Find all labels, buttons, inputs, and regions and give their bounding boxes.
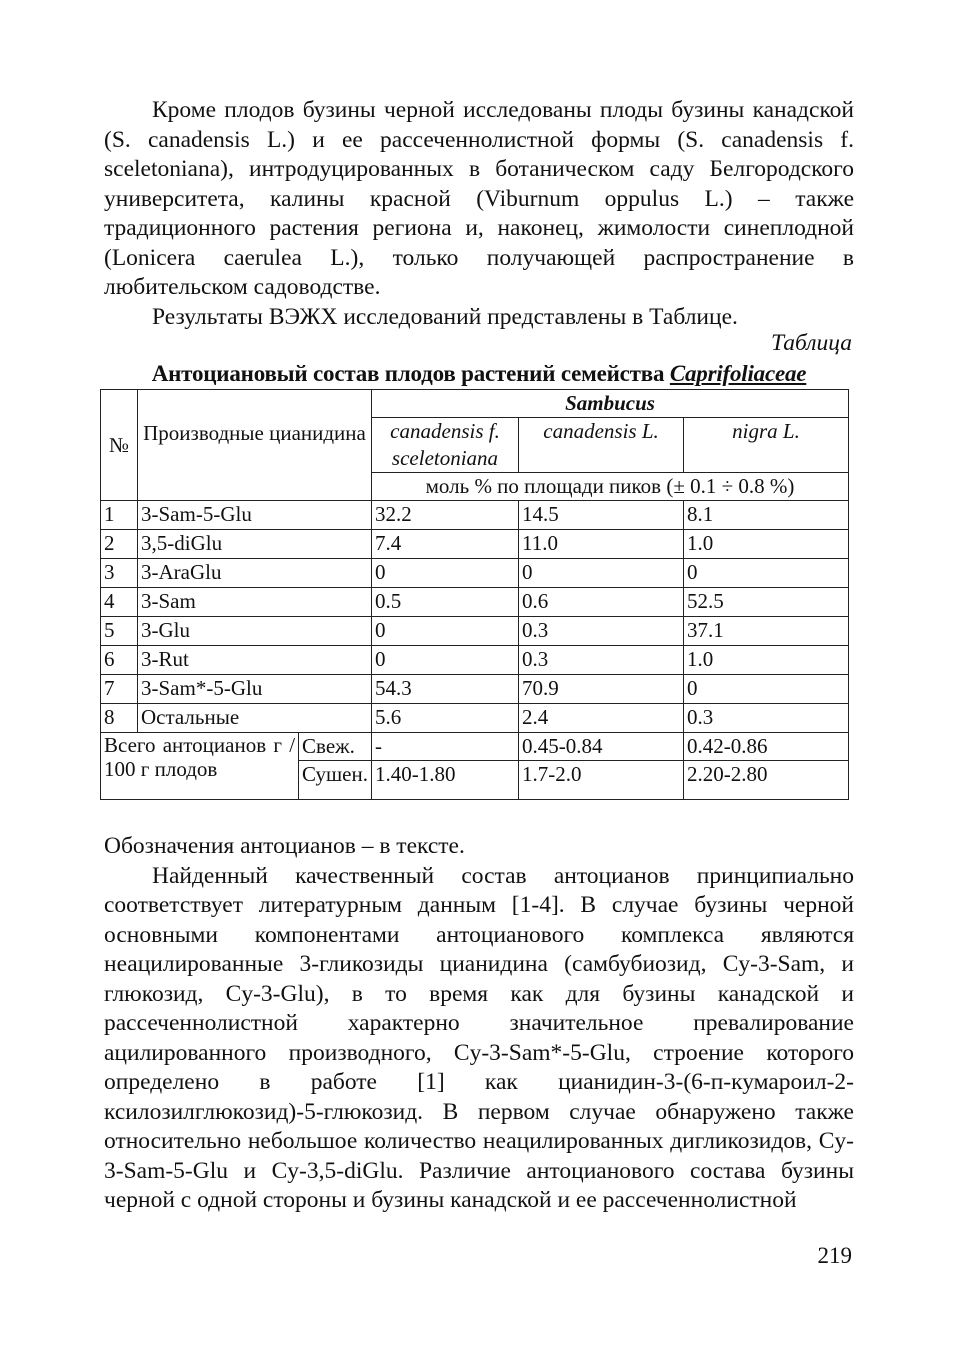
row-value-canadensis: 11.0 xyxy=(519,530,684,559)
row-value-nigra: 0.3 xyxy=(684,704,849,733)
table-note: Обозначения антоцианов – в тексте. xyxy=(104,833,465,859)
total-fresh-label: Свеж. xyxy=(299,733,372,761)
total-dry-b: 1.7-2.0 xyxy=(519,761,684,800)
intro-text xyxy=(104,96,854,332)
table-row xyxy=(101,675,849,704)
total-dry-label: Сушен. xyxy=(299,761,372,800)
row-value-nigra: 1.0 xyxy=(684,530,849,559)
table-label: Таблица xyxy=(771,330,852,356)
page-number: 219 xyxy=(817,1243,852,1268)
row-number: 1 xyxy=(101,501,138,530)
row-value-nigra: 8.1 xyxy=(684,501,849,530)
intro-paragraph-1: Кроме плодов бузины черной исследованы плоды бузины канадской (S. canadensis L.) и ее рассеченнолистной формы (S. canadensis f. sceletoniana), интродуцированных в ботаническом саду Белгородского университета, калины красной (Viburnum oppulus L.) – также традиционного растения региона и, наконец, жимолости синеплодной (Lonicera caerulea L.), только получающей распространение в любительском садоводстве. xyxy=(104,97,854,300)
row-derivative: Остальные xyxy=(138,704,372,733)
row-value-sceletoniana: 54.3 xyxy=(372,675,519,704)
row-derivative: 3-Sam*-5-Glu xyxy=(138,675,372,704)
table-title-family: Caprifoliaceae xyxy=(669,361,807,386)
total-dry-c: 2.20-2.80 xyxy=(684,761,849,800)
row-value-sceletoniana: 32.2 xyxy=(372,501,519,530)
table-row xyxy=(101,646,849,675)
row-value-nigra: 0 xyxy=(684,675,849,704)
row-derivative: 3-Glu xyxy=(138,617,372,646)
total-dry-a: 1.40-1.80 xyxy=(372,761,519,800)
row-derivative: 3-Sam-5-Glu xyxy=(138,501,372,530)
row-value-nigra: 0 xyxy=(684,559,849,588)
header-genus: Sambucus xyxy=(372,390,849,418)
row-number: 4 xyxy=(101,588,138,617)
total-label: Всего антоцианов г / 100 г плодов xyxy=(101,733,299,800)
row-value-sceletoniana: 0.5 xyxy=(372,588,519,617)
table-row xyxy=(101,530,849,559)
row-value-sceletoniana: 0 xyxy=(372,646,519,675)
row-value-sceletoniana: 5.6 xyxy=(372,704,519,733)
total-fresh-b: 0.45-0.84 xyxy=(519,733,684,761)
row-derivative: 3-AraGlu xyxy=(138,559,372,588)
total-fresh-c: 0.42-0.86 xyxy=(684,733,849,761)
row-number: 5 xyxy=(101,617,138,646)
row-value-canadensis: 0.3 xyxy=(519,646,684,675)
row-value-nigra: 37.1 xyxy=(684,617,849,646)
row-value-canadensis: 70.9 xyxy=(519,675,684,704)
row-number: 6 xyxy=(101,646,138,675)
table-title xyxy=(104,361,854,387)
row-derivative: 3-Rut xyxy=(138,646,372,675)
row-number: 8 xyxy=(101,704,138,733)
anthocyanin-table xyxy=(100,389,849,800)
discussion-paragraph: Найденный качественный состав антоцианов принципиально соответствует литературным данным [1-4]. В случае бузины черной основными компонентами антоцианового комплекса являются неацилированные 3-гликозиды цианидина (самбубиозид, Cy-3-Sam, и глюкозид, Cy-3-Glu), в то время как для бузины канадской и рассеченнолистной характерно значительное превалирование ацилированного производного, Cy-3-Sam*-5-Glu, строение которого определено в работе [1] как цианидин-3-(6-п-кумароил-2-ксилозилглюкозид)-5-глюкозид. В первом случае обнаружено также относительно небольшое количество неацилированных дигликозидов, Cy-3-Sam-5-Glu и Cy-3,5-diGlu. Различие антоцианового состава бузины черной с одной стороны и бузины канадской и ее рассеченнолистной xyxy=(104,862,854,1213)
table-row xyxy=(101,559,849,588)
after-text xyxy=(104,832,854,1216)
row-value-sceletoniana: 0 xyxy=(372,617,519,646)
header-units: моль % по площади пиков (± 0.1 ÷ 0.8 %) xyxy=(372,473,849,501)
table-row xyxy=(101,588,849,617)
row-value-canadensis: 0.6 xyxy=(519,588,684,617)
row-value-sceletoniana: 7.4 xyxy=(372,530,519,559)
row-value-canadensis: 14.5 xyxy=(519,501,684,530)
row-value-sceletoniana: 0 xyxy=(372,559,519,588)
row-number: 2 xyxy=(101,530,138,559)
row-number: 7 xyxy=(101,675,138,704)
table-title-text: Антоциановый состав плодов растений семейства xyxy=(151,361,670,386)
header-col-2: canadensis L. xyxy=(519,418,684,473)
row-value-canadensis: 2.4 xyxy=(519,704,684,733)
header-derivatives: Производные цианидина xyxy=(138,390,372,501)
header-col-1: canadensis f. sceletoniana xyxy=(372,418,519,473)
header-col-3: nigra L. xyxy=(684,418,849,473)
table-row xyxy=(101,704,849,733)
table-row xyxy=(101,501,849,530)
intro-paragraph-2: Результаты ВЭЖХ исследований представлены в Таблице. xyxy=(152,303,738,330)
header-num: № xyxy=(101,390,138,501)
table-body xyxy=(101,501,849,733)
row-value-canadensis: 0.3 xyxy=(519,617,684,646)
total-fresh-a: - xyxy=(372,733,519,761)
row-value-canadensis: 0 xyxy=(519,559,684,588)
row-derivative: 3-Sam xyxy=(138,588,372,617)
row-value-nigra: 52.5 xyxy=(684,588,849,617)
row-derivative: 3,5-diGlu xyxy=(138,530,372,559)
row-number: 3 xyxy=(101,559,138,588)
row-value-nigra: 1.0 xyxy=(684,646,849,675)
table-row xyxy=(101,617,849,646)
